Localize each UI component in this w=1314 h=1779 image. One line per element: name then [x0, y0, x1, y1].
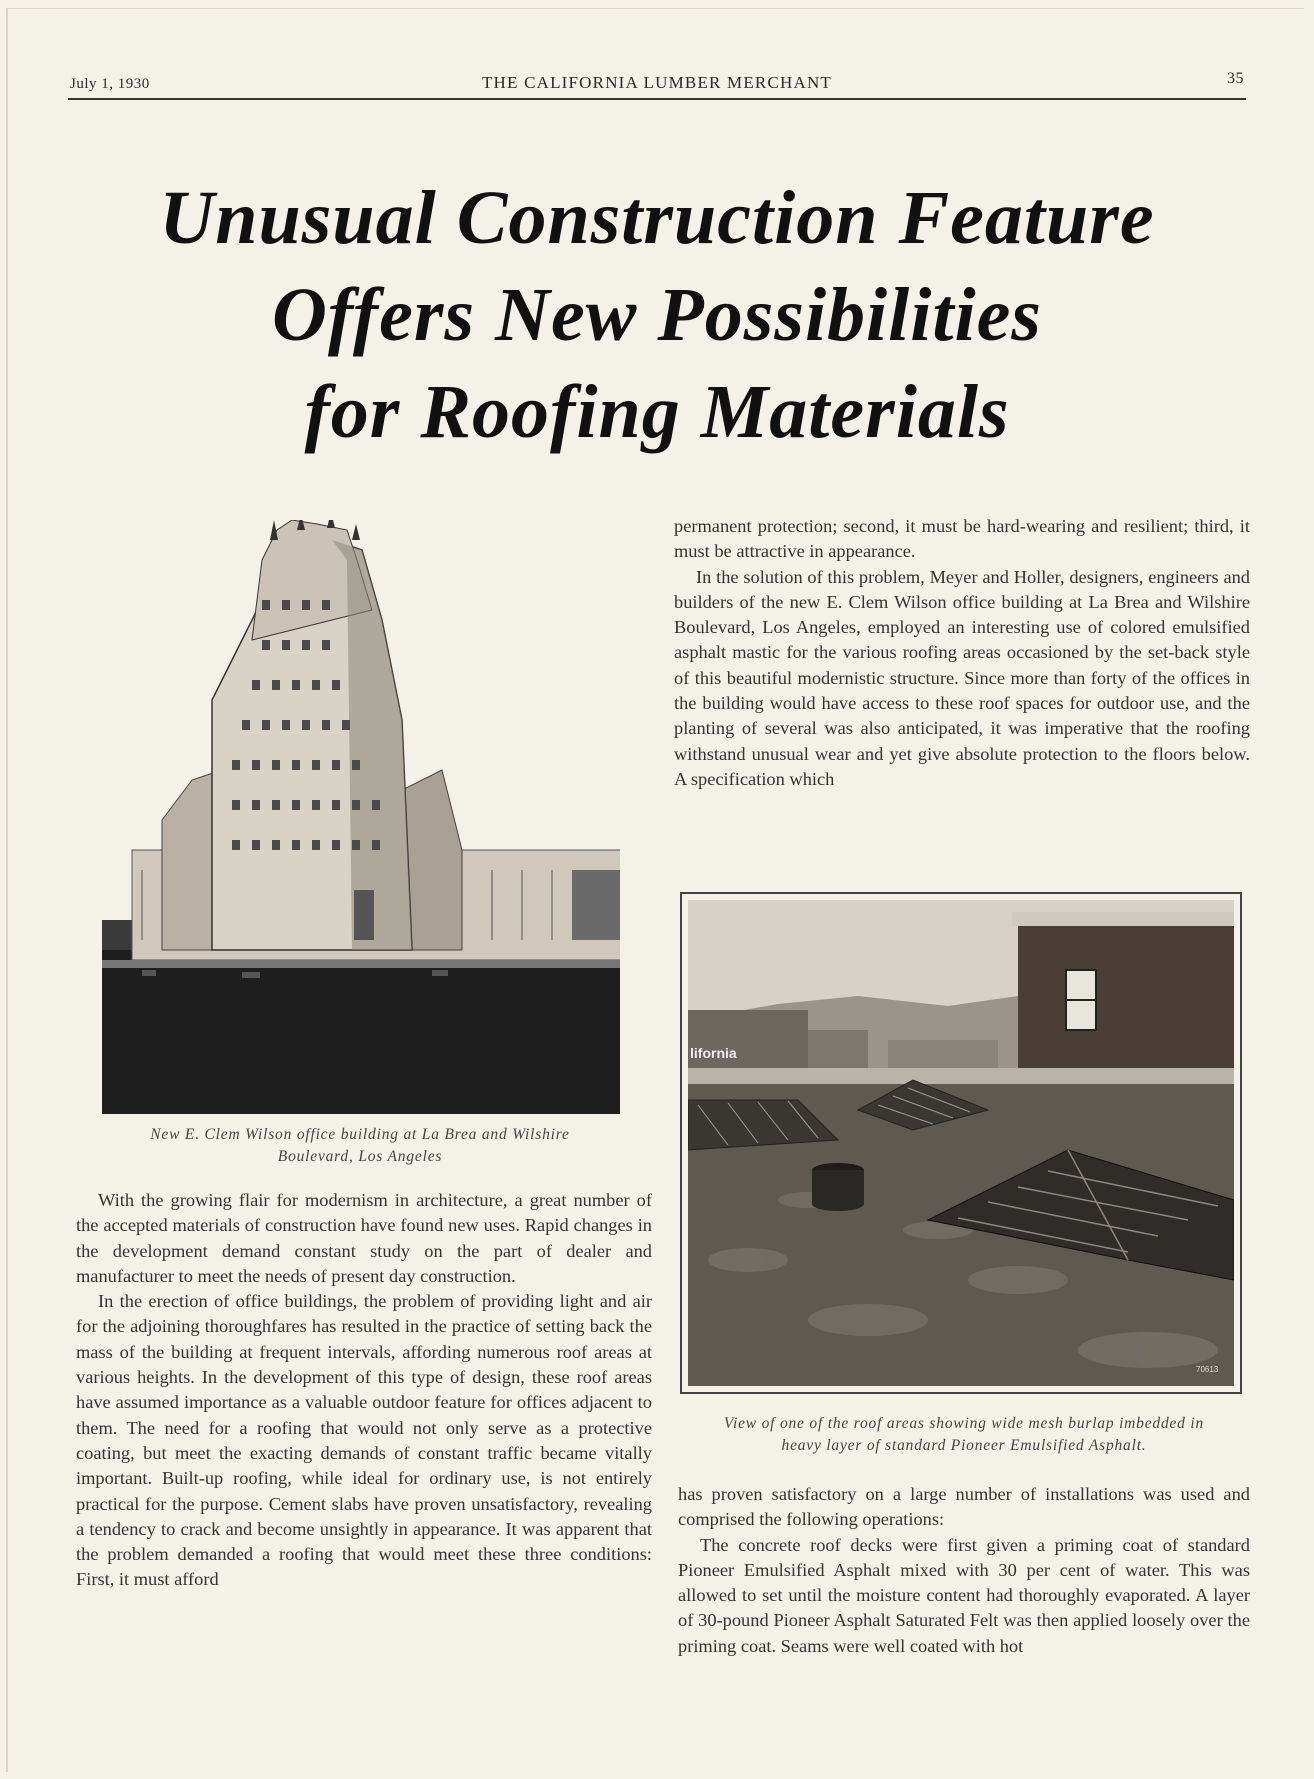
headline-line-1: Unusual Construction Feature [159, 176, 1155, 260]
roof-caption-line-2: heavy layer of standard Pioneer Emulsified Asphalt. [781, 1437, 1147, 1454]
left-column-text [76, 1188, 652, 1593]
headline-line-2: Offers New Possibilities [272, 273, 1042, 357]
roof-caption-line-1: View of one of the roof areas showing wide mesh burlap imbedded in [723, 1415, 1205, 1432]
issue-date: July 1, 1930 [70, 76, 150, 92]
paragraph: has proven satisfactory on a large number of installations was used and comprised the following operations: [678, 1484, 1250, 1530]
roof-photo-caption [672, 1413, 1256, 1457]
plate-mark: 70613 [1196, 1365, 1219, 1374]
right-column-bottom-text [678, 1482, 1250, 1659]
building-photo-caption [90, 1124, 630, 1168]
publication-title: THE CALIFORNIA LUMBER MERCHANT [481, 73, 833, 92]
building-caption-line-1: New E. Clem Wilson office building at La Brea and Wilshire [150, 1126, 570, 1143]
roof-illustration [688, 900, 1234, 1386]
right-column-top-text [674, 514, 1250, 792]
paragraph: permanent protection; second, it must be hard-wearing and resilient; third, it must be attractive in appearance. [674, 516, 1250, 562]
paragraph: The concrete roof decks were first given a priming coat of standard Pioneer Emulsified Asphalt mixed with 30 per cent of water. This was allowed to set until the moisture content had thoroughly evaporated. A layer of 30-pound Pioneer Asphalt Saturated Felt was then applied loosely over the priming coat. Seams were well coated with hot [678, 1534, 1250, 1656]
paragraph: In the solution of this problem, Meyer and Holler, designers, engineers and builders of the new E. Clem Wilson office building at La Brea and Wilshire Boulevard, Los Angeles, employed an interesting use of colored emulsified asphalt mastic for the various roofing areas occasioned by the set-back style of this beautiful modernistic structure. Since more than forty of the offices in the building would have access to these roof spaces for outdoor use, and the planting of several was also anticipated, it was imperative that the roofing withstand unusual wear and yet give absolute protection to the floors below. A specification which [674, 566, 1250, 789]
headline-line-3: for Roofing Materials [304, 370, 1010, 454]
article-headline [60, 170, 1254, 461]
page-number: 35 [1227, 70, 1244, 87]
roof-photo [680, 892, 1242, 1394]
paragraph: In the erection of office buildings, the problem of providing light and air for the adjoining thoroughfares has resulted in the practice of setting back the mass of the building at frequent intervals, affording numerous roof areas at various heights. In the development of this type of design, these roof areas have assumed importance as a valuable outdoor feature for offices adjacent to them. The need for a roofing that would not only serve as a protective coating, but meet the exacting demands of constant traffic became vitally important. Built-up roofing, while ideal for ordinary use, is not entirely practical for the purpose. Cement slabs have proven unsatisfactory, revealing a tendency to crack and become unsightly in appearance. It was apparent that the problem demanded a roofing that would meet these three conditions: First, it must afford [76, 1291, 652, 1590]
building-caption-line-2: Boulevard, Los Angeles [277, 1148, 443, 1165]
building-illustration [102, 520, 620, 1114]
billboard-sign: lifornia [690, 1045, 737, 1061]
paragraph: With the growing flair for modernism in architecture, a great number of the accepted materials of construction have found new uses. Rapid changes in the development demand constant study on the part of dealer and manufacturer to meet the needs of present day construction. [76, 1190, 652, 1286]
running-head [68, 64, 1246, 100]
building-photo [102, 520, 620, 1114]
